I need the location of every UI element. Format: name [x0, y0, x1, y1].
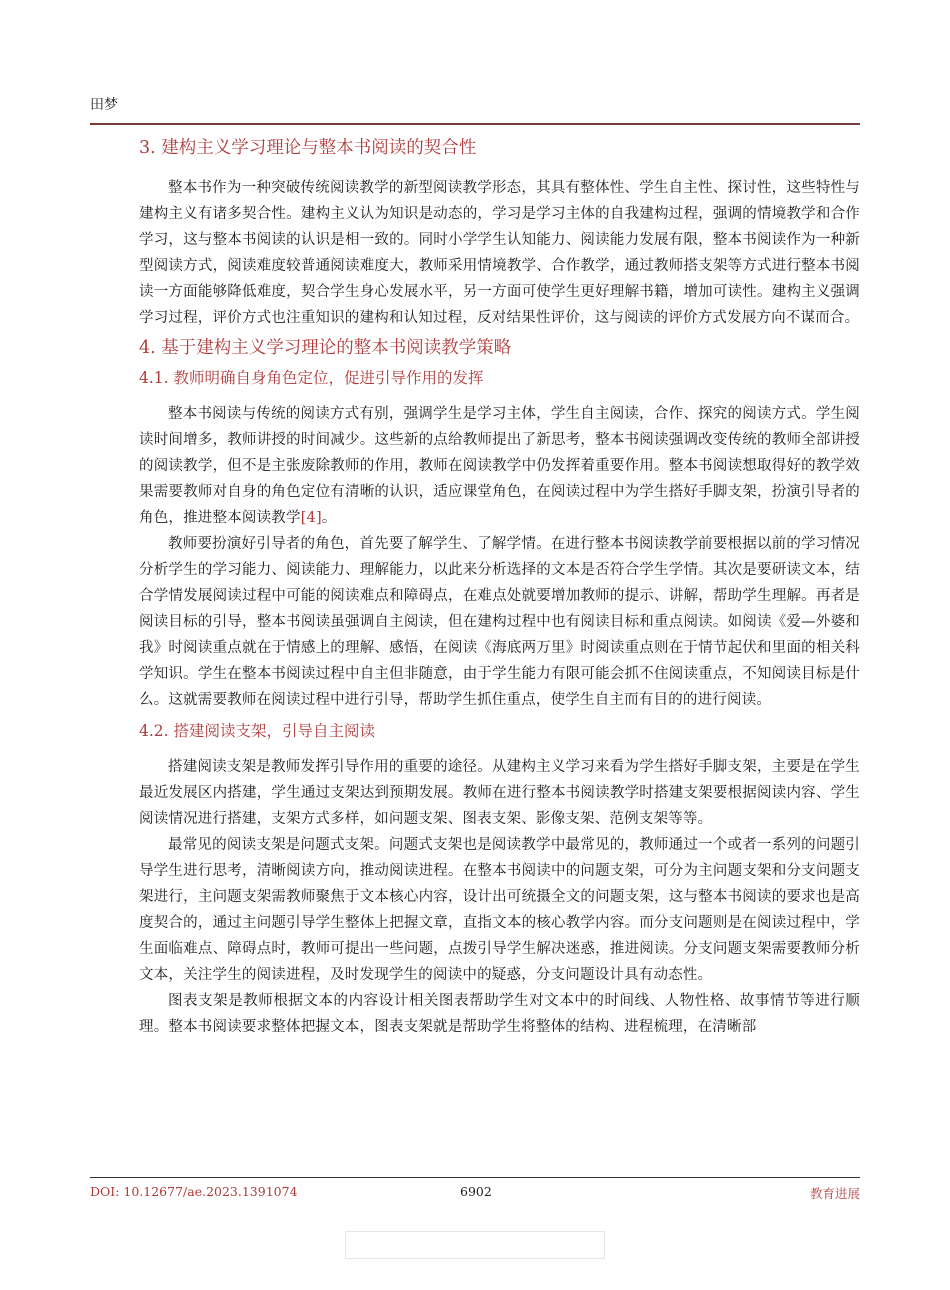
section-4-1-paragraph-2: 教师要扮演好引导者的角色，首先要了解学生、了解学情。在进行整本书阅读教学前要根据以前的学习情况分析学生的学习能力、阅读能力、理解能力，以此来分析选择的文本是否符合学生学情。其次是要研读文本，结合学情发展阅读过程中可能的阅读难点和障碍点，在难点处就要增加教师的提示、讲解，帮助学生理解。再者是阅读目标的引导，整本书阅读虽强调自主阅读，但在建构过程中也有阅读目标和重点阅读。如阅读《爱—外婆和我》时阅读重点就在于情感上的理解、感悟，在阅读《海底两万里》时阅读重点则在于情节起伏和里面的相关科学知识。学生在整本书阅读过程中自主但非随意，由于学生能力有限可能会抓不住阅读重点，不知阅读目标是什么。这就需要教师在阅读过程中进行引导，帮助学生抓住重点，使学生自主而有目的的进行阅读。 [139, 536, 860, 708]
article-body [139, 136, 860, 1040]
citation-link[interactable]: [4] [300, 510, 322, 526]
journal-name: 教育进展 [809, 1186, 860, 1201]
section-3-heading: 3. 建构主义学习理论与整本书阅读的契合性 [139, 138, 477, 158]
footer-rule [90, 1177, 860, 1178]
section-4-1-paragraph-1 [139, 401, 860, 531]
section-4-2-paragraph-1: 搭建阅读支架是教师发挥引导作用的重要的途径。从建构主义学习来看为学生搭好手脚支架，主要是在学生最近发展区内搭建，学生通过支架达到预期发展。教师在进行整本书阅读教学时搭建支架要根据阅读内容、学生阅读情况进行搭建，支架方式多样，如问题支架、图表支架、影像支架、范例支架等等。 [139, 759, 860, 827]
section-4-2-paragraph-2: 最常见的阅读支架是问题式支架。问题式支架也是阅读教学中最常见的，教师通过一个或者一系列的问题引导学生进行思考，清晰阅读方向，推动阅读进程。在整本书阅读中的问题支架，可分为主问题支架和分支问题支架进行，主问题支架需教师聚焦于文本核心内容，设计出可统摄全文的问题支架，这与整本书阅读的要求也是高度契合的，通过主问题引导学生整体上把握文章，直指文本的核心教学内容。而分支问题则是在阅读过程中，学生面临难点、障碍点时，教师可提出一些问题，点拨引导学生解决迷惑，推进阅读。分支问题支架需要教师分析文本，关注学生的阅读进程，及时发现学生的阅读中的疑惑，分支问题设计具有动态性。 [139, 837, 860, 983]
header-rule [90, 123, 860, 125]
footer-placeholder-box [345, 1231, 605, 1259]
running-header-author: 田梦 [90, 97, 118, 113]
section-3-paragraph-1: 整本书作为一种突破传统阅读教学的新型阅读教学形态，其具有整体性、学生自主性、探讨性，这些特性与建构主义有诸多契合性。建构主义认为知识是动态的，学习是学习主体的自我建构过程，强调的情境教学和合作学习，这与整本书阅读的认识是相一致的。同时小学学生认知能力、阅读能力发展有限，整本书阅读作为一种新型阅读方式，阅读难度较普通阅读难度大，教师采用情境教学、合作教学，通过教师搭支架等方式进行整本书阅读一方面能够降低难度，契合学生身心发展水平，另一方面可使学生更好理解书籍，增加可读性。建构主义强调学习过程，评价方式也注重知识的建构和认知过程，反对结果性评价，这与阅读的评价方式发展方向不谋而合。 [139, 180, 860, 326]
section-4-2-paragraph-3: 图表支架是教师根据文本的内容设计相关图表帮助学生对文本中的时间线、人物性格、故事情节等进行顺理。整本书阅读要求整体把握文本，图表支架就是帮助学生将整体的结构、进程梳理，在清晰部 [139, 993, 860, 1035]
section-4-1-heading: 4.1. 教师明确自身角色定位，促进引导作用的发挥 [139, 369, 484, 387]
section-4-1-paragraph-1-end: 。 [321, 510, 337, 526]
page-footer [90, 1184, 860, 1204]
section-4-1-paragraph-1-text: 整本书阅读与传统的阅读方式有别，强调学生是学习主体，学生自主阅读，合作、探究的阅读方式。学生阅读时间增多，教师讲授的时间减少。这些新的点给教师提出了新思考，整本书阅读强调改变传统的教师全部讲授的阅读教学，但不是主张废除教师的作用，教师在阅读教学中仍发挥着重要作用。整本书阅读想取得好的教学效果需要教师对自身的角色定位有清晰的认识，适应课堂角色，在阅读过程中为学生搭好手脚支架，扮演引导者的角色，推进整本阅读教学 [139, 406, 860, 526]
section-4-2-heading: 4.2. 搭建阅读支架，引导自主阅读 [139, 722, 376, 740]
page-number: 6902 [460, 1184, 492, 1199]
section-4-heading: 4. 基于建构主义学习理论的整本书阅读教学策略 [139, 338, 512, 358]
doi-link[interactable]: DOI: 10.12677/ae.2023.1391074 [90, 1184, 298, 1199]
